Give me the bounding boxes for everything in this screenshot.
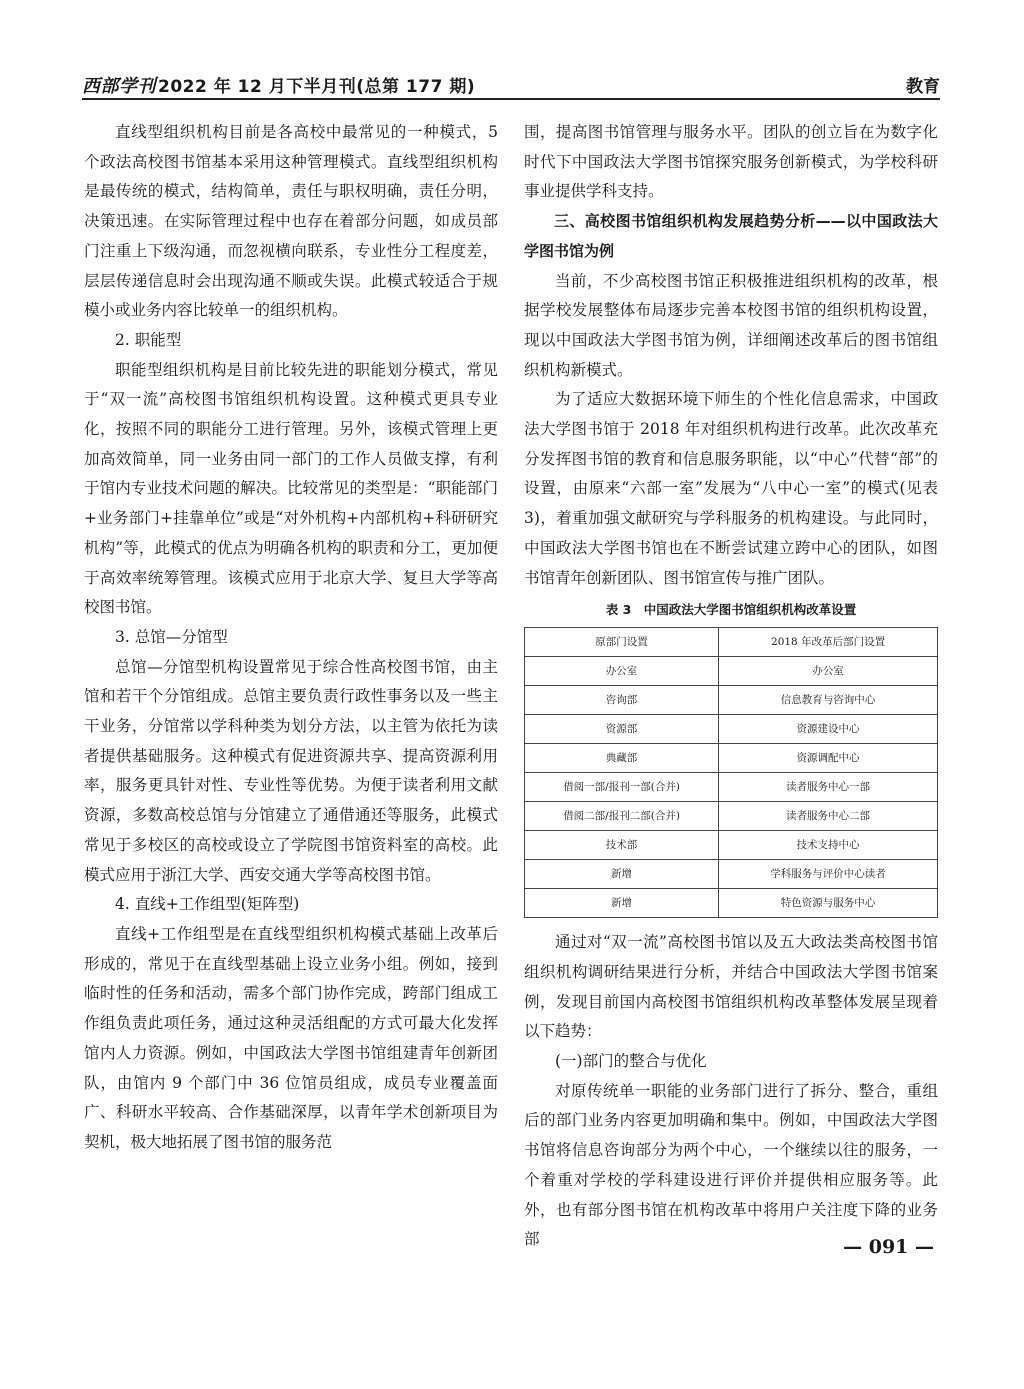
- right-column: [524, 118, 938, 1255]
- table-cell: 新增: [525, 889, 719, 918]
- paragraph: 直线型组织机构目前是各高校中最常见的一种模式，5 个政法高校图书馆基本采用这种管理模式。直线型组织机构是最传统的模式，结构简单，责任与职权明确，责任分明，决策迅速。在实际管理过程中也存在着部分问题，如成员部门注重上下级沟通，而忽视横向联系，专业性分工程度差，层层传递信息时会出现沟通不顺或失误。此模式较适合于规模小或业务内容比较单一的组织机构。: [84, 123, 498, 320]
- table-cell: 办公室: [525, 657, 719, 686]
- subsection-heading: 3. 总馆—分馆型: [115, 627, 228, 646]
- section-heading: 三、高校图书馆组织机构发展趋势分析——以中国政法大学图书馆为例: [524, 212, 938, 260]
- table-caption: 表 3 中国政法大学图书馆组织机构改革设置: [605, 602, 857, 618]
- table-cell: 读者服务中心二部: [719, 802, 938, 831]
- table-row: [525, 860, 938, 889]
- table-cell: 技术部: [525, 831, 719, 860]
- table-row: [525, 802, 938, 831]
- table-cell: 资源建设中心: [719, 715, 938, 744]
- paragraph: 直线+工作组型是在直线型组织机构模式基础上改革后形成的，常见于在直线型基础上设立业务小组。例如，接到临时性的任务和活动，需多个部门协作完成，跨部门组成工作组负责此项任务，通过这种灵活组配的方式可最大化发挥馆内人力资源。例如，中国政法大学图书馆组建青年创新团队，由馆内 9 个部门中 36 位馆员组成，成员专业覆盖面广、科研水平较高、合作基础深厚，以青年学术创新项目为契机，极大地拓展了图书馆的服务范: [84, 924, 498, 1151]
- table-cell: 资源部: [525, 715, 719, 744]
- table-cell: 借阅二部/报刊二部(合并): [525, 802, 719, 831]
- paragraph: 职能型组织机构是目前比较先进的职能划分模式，常见于“双一流”高校图书馆组织机构设置。这种模式更具专业化，按照不同的职能分工进行管理。另外，该模式管理上更加高效简单，同一业务由同一部门的工作人员做支撑，有利于馆内专业技术问题的解决。比较常见的类型是：“职能部门+业务部门+挂靠单位”或是“对外机构+内部机构+科研研究机构”等，此模式的优点为明确各机构的职责和分工，更加便于高效率统筹管理。该模式应用于北京大学、复旦大学等高校图书馆。: [84, 360, 498, 617]
- subsection-heading: 2. 职能型: [115, 330, 182, 349]
- table-row: [525, 657, 938, 686]
- paragraph: 总馆—分馆型机构设置常见于综合性高校图书馆，由主馆和若干个分馆组成。总馆主要负责行政性事务以及一些主干业务，分馆常以学科种类为划分方法，以主管为依托为读者提供基础服务。这种模式有促进资源共享、提高资源利用率，服务更具针对性、专业性等优势。为便于读者利用文献资源，多数高校总馆与分馆建立了通借通还等服务，此模式常见于多校区的高校或设立了学院图书馆资料室的高校。此模式应用于浙江大学、西安交通大学等高校图书馆。: [84, 657, 498, 884]
- journal-issue-line: [82, 72, 475, 98]
- table-cell: 借阅一部/报刊一部(合并): [525, 773, 719, 802]
- table-header-cell: 原部门设置: [525, 628, 719, 657]
- paragraph: 当前，不少高校图书馆正积极推进组织机构的改革，根据学校发展整体布局逐步完善本校图书馆的组织机构设置，现以中国政法大学图书馆为例，详细阐述改革后的图书馆组织机构新模式。: [524, 271, 938, 379]
- table-cell: 资源调配中心: [719, 744, 938, 773]
- subsection-heading: (一)部门的整合与优化: [555, 1052, 707, 1071]
- table-cell: 读者服务中心一部: [719, 773, 938, 802]
- table-cell: 信息教育与咨询中心: [719, 686, 938, 715]
- table-cell: 办公室: [719, 657, 938, 686]
- table-row: [525, 715, 938, 744]
- table-cell: 典藏部: [525, 744, 719, 773]
- table-cell: 特色资源与服务中心: [719, 889, 938, 918]
- paragraph: 对原传统单一职能的业务部门进行了拆分、整合，重组后的部门业务内容更加明确和集中。例如，中国政法大学图书馆将信息咨询部分为两个中心，一个继续以往的服务，一个着重对学校的学科建设进行评价并提供相应服务等。此外，也有部分图书馆在机构改革中将用户关注度下降的业务部: [524, 1081, 938, 1249]
- table-cell: 咨询部: [525, 686, 719, 715]
- table-cell: 技术支持中心: [719, 831, 938, 860]
- left-column: [84, 118, 498, 1158]
- table-row: [525, 773, 938, 802]
- table-row: [525, 831, 938, 860]
- paragraph: 为了适应大数据环境下师生的个性化信息需求，中国政法大学图书馆于 2018 年对组织机构进行改革。此次改革充分发挥图书馆的教育和信息服务职能，以“中心”代替“部”的设置，由原来“六部一室”发展为“八中心一室”的模式(见表 3)，着重加强文献研究与学科服务的机构建设。与此同时，中国政法大学图书馆也在不断尝试建立跨中心的团队，如图书馆青年创新团队、图书馆宣传与推广团队。: [524, 390, 938, 587]
- running-header: [82, 70, 940, 100]
- table-row: [525, 889, 938, 918]
- table-header-cell: 2018 年改革后部门设置: [719, 628, 938, 657]
- table-cell: 新增: [525, 860, 719, 889]
- paragraph: 通过对“双一流”高校图书馆以及五大政法类高校图书馆组织机构调研结果进行分析，并结合中国政法大学图书馆案例，发现目前国内高校图书馆组织机构改革整体发展呈现着以下趋势：: [524, 933, 938, 1041]
- page-number: — 091 —: [843, 1236, 934, 1258]
- issue-info: 2022 年 12 月下半月刊(总第 177 期): [158, 77, 476, 97]
- org-reform-table: [524, 627, 938, 918]
- paragraph: 围，提高图书馆管理与服务水平。团队的创立旨在为数字化时代下中国政法大学图书馆探究服务创新模式，为学校科研事业提供学科支持。: [524, 123, 938, 201]
- journal-logo: 西部学刊: [82, 76, 156, 97]
- section-label: 教育: [906, 77, 940, 97]
- table-cell: 学科服务与评价中心读者: [719, 860, 938, 889]
- subsection-heading: 4. 直线+工作组型(矩阵型): [115, 895, 300, 914]
- table-header-row: [525, 628, 938, 657]
- table-row: [525, 686, 938, 715]
- table-row: [525, 744, 938, 773]
